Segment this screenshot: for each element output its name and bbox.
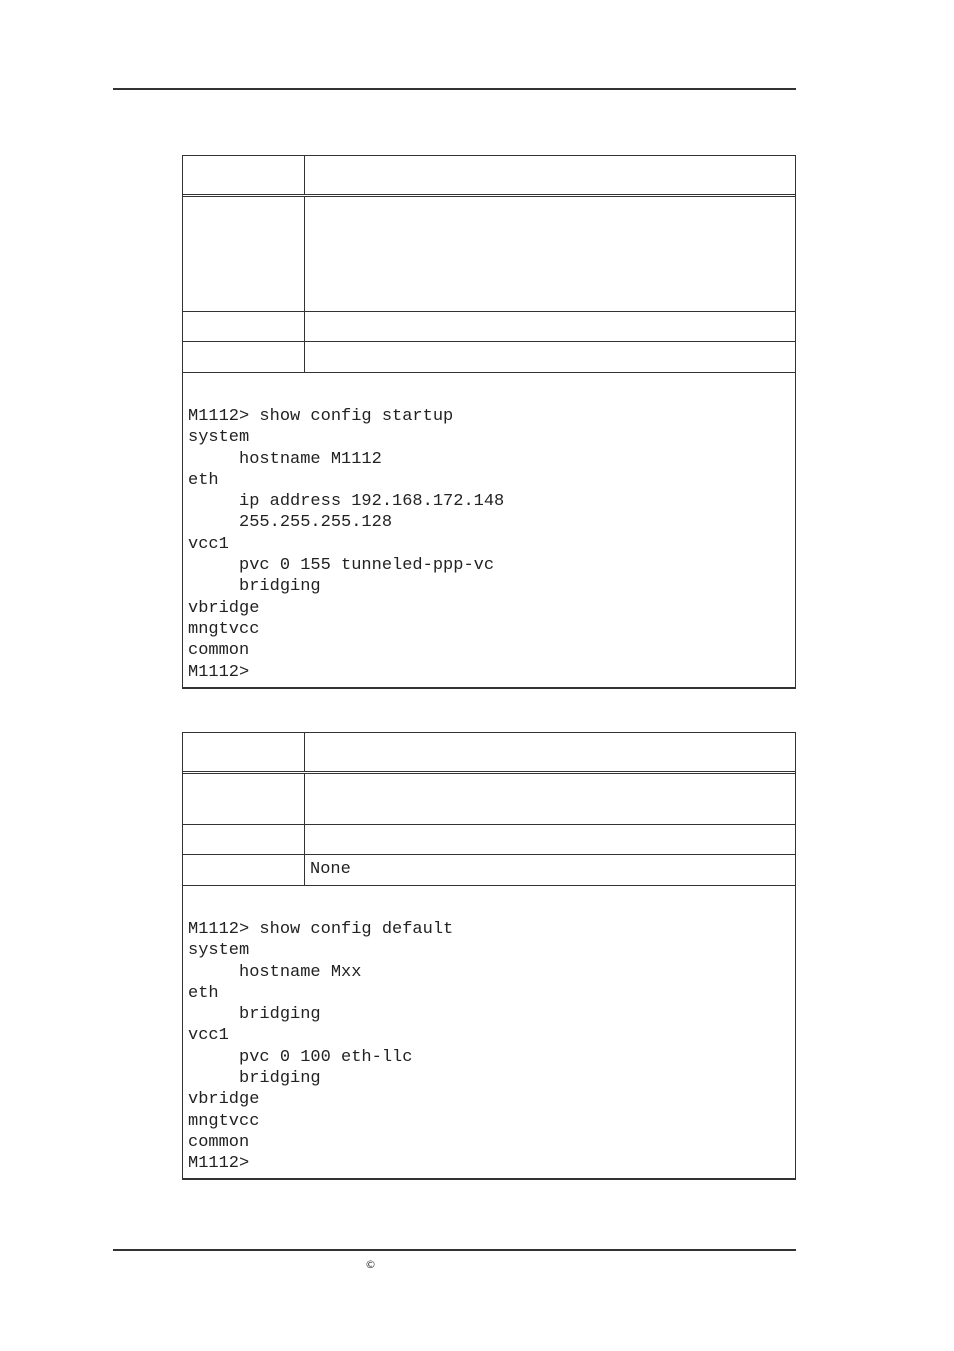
row-label-cell xyxy=(183,312,305,341)
row-label-cell xyxy=(183,342,305,372)
code-line: bridging xyxy=(188,1069,321,1089)
code-line: mngtvcc xyxy=(188,619,260,639)
row-label-cell xyxy=(183,825,305,854)
code-line: vbridge xyxy=(188,598,260,618)
table-row xyxy=(183,312,795,342)
code-line: hostname Mxx xyxy=(188,962,362,982)
code-line: mngtvcc xyxy=(188,1111,260,1131)
header-left-cell xyxy=(183,733,305,771)
row-value-cell: None xyxy=(310,860,351,879)
description-row xyxy=(183,774,795,825)
command-table-startup xyxy=(182,155,796,689)
code-line: vcc1 xyxy=(188,1026,229,1046)
code-line: M1112> show config default xyxy=(188,920,454,939)
description-label-cell xyxy=(183,774,305,824)
code-line: pvc 0 100 eth-llc xyxy=(188,1047,413,1067)
code-line: pvc 0 155 tunneled-ppp-vc xyxy=(188,556,495,576)
copyright-symbol: © xyxy=(365,1258,376,1271)
row-label-cell xyxy=(183,855,305,885)
code-line: hostname M1112 xyxy=(188,449,382,469)
example-code-block xyxy=(183,886,795,1178)
table-header-row xyxy=(183,733,795,774)
header-right-cell xyxy=(305,156,795,194)
code-line: 255.255.255.128 xyxy=(188,513,393,533)
description-label-cell xyxy=(183,197,305,311)
description-value-cell xyxy=(305,774,795,824)
header-rule xyxy=(113,88,796,90)
code-line: vcc1 xyxy=(188,534,229,554)
code-line: common xyxy=(188,1132,250,1152)
code-line: system xyxy=(188,941,250,961)
description-row xyxy=(183,197,795,312)
example-code-block xyxy=(183,373,795,687)
code-line: eth xyxy=(188,983,219,1003)
table-row xyxy=(183,342,795,373)
header-right-cell xyxy=(305,733,795,771)
row-value-cell xyxy=(305,342,795,372)
table-header-row xyxy=(183,156,795,197)
table-row xyxy=(183,825,795,855)
code-line: M1112> xyxy=(188,662,250,682)
code-line: bridging xyxy=(188,577,321,597)
header-left-cell xyxy=(183,156,305,194)
code-line: bridging xyxy=(188,1005,321,1025)
command-table-default xyxy=(182,732,796,1180)
code-line: M1112> xyxy=(188,1154,250,1174)
code-line: system xyxy=(188,428,250,448)
footer-rule xyxy=(113,1249,796,1251)
row-value-cell xyxy=(305,825,795,854)
code-line: M1112> show config startup xyxy=(188,407,454,426)
code-line: vbridge xyxy=(188,1090,260,1110)
code-line: common xyxy=(188,641,250,661)
description-value-cell xyxy=(305,197,795,311)
code-line: eth xyxy=(188,470,219,490)
code-line: ip address 192.168.172.148 xyxy=(188,492,505,512)
table-row xyxy=(183,855,795,886)
row-value-cell xyxy=(305,312,795,341)
